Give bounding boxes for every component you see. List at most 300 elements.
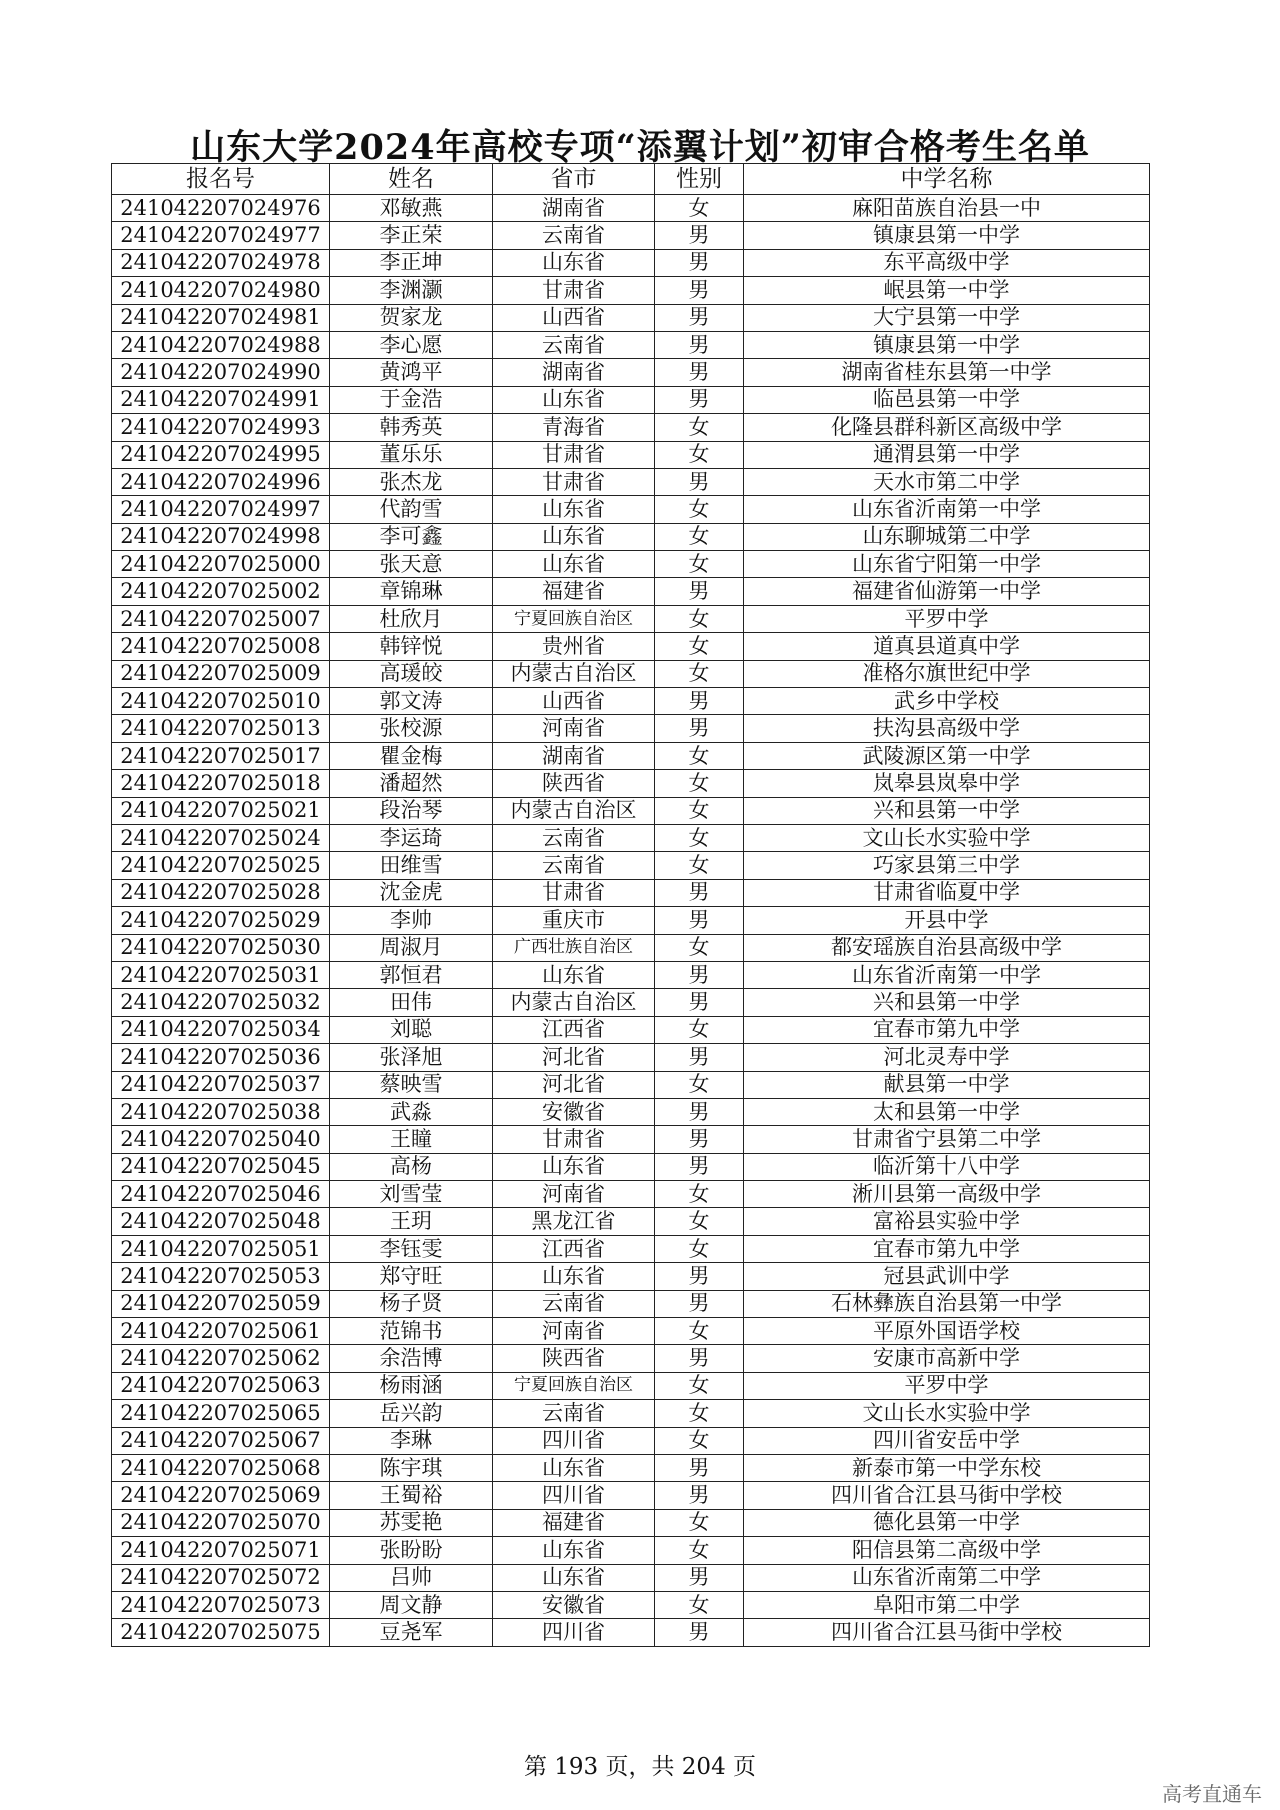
table-row xyxy=(112,633,1150,660)
cell-province: 安徽省 xyxy=(493,1098,655,1125)
cell-gender: 女 xyxy=(655,1427,744,1454)
cell-gender: 男 xyxy=(655,468,744,495)
table-row xyxy=(112,1126,1150,1153)
cell-gender: 男 xyxy=(655,1098,744,1125)
table-row xyxy=(112,1290,1150,1317)
cell-id: 241042207024993 xyxy=(112,414,330,441)
cell-gender: 女 xyxy=(655,797,744,824)
table-row xyxy=(112,1181,1150,1208)
cell-province: 河南省 xyxy=(493,715,655,742)
table-row xyxy=(112,1564,1150,1591)
cell-name: 高杨 xyxy=(330,1153,493,1180)
cell-gender: 男 xyxy=(655,578,744,605)
cell-school: 湖南省桂东县第一中学 xyxy=(744,359,1150,386)
column-header-name: 姓名 xyxy=(330,164,493,195)
cell-id: 241042207025070 xyxy=(112,1509,330,1536)
watermark: 高考直通车 xyxy=(1162,1782,1262,1806)
table-row xyxy=(112,523,1150,550)
table-row xyxy=(112,441,1150,468)
cell-id: 241042207024980 xyxy=(112,277,330,304)
cell-school: 安康市高新中学 xyxy=(744,1345,1150,1372)
table-row xyxy=(112,1400,1150,1427)
cell-id: 241042207025075 xyxy=(112,1619,330,1646)
cell-name: 李运琦 xyxy=(330,824,493,851)
table-row xyxy=(112,688,1150,715)
cell-id: 241042207025040 xyxy=(112,1126,330,1153)
candidate-table xyxy=(111,163,1150,1647)
cell-gender: 男 xyxy=(655,1126,744,1153)
cell-gender: 男 xyxy=(655,1345,744,1372)
cell-province: 山东省 xyxy=(493,1153,655,1180)
cell-gender: 男 xyxy=(655,304,744,331)
table-row xyxy=(112,852,1150,879)
cell-province: 内蒙古自治区 xyxy=(493,989,655,1016)
cell-school: 阜阳市第二中学 xyxy=(744,1591,1150,1618)
cell-name: 张盼盼 xyxy=(330,1537,493,1564)
cell-id: 241042207025036 xyxy=(112,1044,330,1071)
cell-province: 山东省 xyxy=(493,1454,655,1481)
column-header-school: 中学名称 xyxy=(744,164,1150,195)
table-row xyxy=(112,496,1150,523)
table-row xyxy=(112,277,1150,304)
cell-school: 新泰市第一中学东校 xyxy=(744,1454,1150,1481)
cell-id: 241042207025048 xyxy=(112,1208,330,1235)
cell-gender: 男 xyxy=(655,1482,744,1509)
cell-gender: 女 xyxy=(655,1318,744,1345)
cell-id: 241042207025031 xyxy=(112,961,330,988)
cell-gender: 男 xyxy=(655,1263,744,1290)
cell-name: 杜欣月 xyxy=(330,605,493,632)
cell-id: 241042207025072 xyxy=(112,1564,330,1591)
table-row xyxy=(112,1591,1150,1618)
cell-school: 阳信县第二高级中学 xyxy=(744,1537,1150,1564)
cell-name: 李可鑫 xyxy=(330,523,493,550)
table-row xyxy=(112,1345,1150,1372)
table-body xyxy=(112,195,1150,1647)
cell-name: 王蜀裕 xyxy=(330,1482,493,1509)
cell-name: 贺家龙 xyxy=(330,304,493,331)
table-row xyxy=(112,195,1150,222)
cell-gender: 女 xyxy=(655,824,744,851)
cell-school: 武陵源区第一中学 xyxy=(744,742,1150,769)
table-row xyxy=(112,222,1150,249)
cell-gender: 女 xyxy=(655,934,744,961)
cell-id: 241042207025069 xyxy=(112,1482,330,1509)
cell-gender: 男 xyxy=(655,879,744,906)
cell-name: 李正荣 xyxy=(330,222,493,249)
cell-province: 甘肃省 xyxy=(493,468,655,495)
cell-id: 241042207025030 xyxy=(112,934,330,961)
cell-province: 云南省 xyxy=(493,852,655,879)
cell-id: 241042207025068 xyxy=(112,1454,330,1481)
cell-name: 周淑月 xyxy=(330,934,493,961)
cell-id: 241042207025038 xyxy=(112,1098,330,1125)
cell-gender: 男 xyxy=(655,1564,744,1591)
table-row xyxy=(112,1509,1150,1536)
cell-id: 241042207025061 xyxy=(112,1318,330,1345)
cell-school: 德化县第一中学 xyxy=(744,1509,1150,1536)
cell-province: 福建省 xyxy=(493,578,655,605)
cell-province: 甘肃省 xyxy=(493,879,655,906)
cell-gender: 女 xyxy=(655,1400,744,1427)
cell-name: 张泽旭 xyxy=(330,1044,493,1071)
cell-id: 241042207025002 xyxy=(112,578,330,605)
cell-school: 天水市第二中学 xyxy=(744,468,1150,495)
page-number: 第 193 页，共 204 页 xyxy=(523,1754,757,1780)
cell-gender: 男 xyxy=(655,989,744,1016)
cell-school: 镇康县第一中学 xyxy=(744,222,1150,249)
cell-school: 四川省合江县马街中学校 xyxy=(744,1619,1150,1646)
cell-id: 241042207025008 xyxy=(112,633,330,660)
cell-province: 山东省 xyxy=(493,1564,655,1591)
cell-school: 山东省沂南第二中学 xyxy=(744,1564,1150,1591)
cell-province: 甘肃省 xyxy=(493,277,655,304)
cell-school: 平原外国语学校 xyxy=(744,1318,1150,1345)
table-row xyxy=(112,907,1150,934)
table-row xyxy=(112,797,1150,824)
table-row xyxy=(112,1537,1150,1564)
cell-school: 临沂第十八中学 xyxy=(744,1153,1150,1180)
cell-id: 241042207025010 xyxy=(112,688,330,715)
cell-id: 241042207024981 xyxy=(112,304,330,331)
cell-id: 241042207025018 xyxy=(112,770,330,797)
table-row xyxy=(112,660,1150,687)
cell-province: 云南省 xyxy=(493,222,655,249)
table-header-row xyxy=(112,164,1150,195)
cell-school: 文山长水实验中学 xyxy=(744,824,1150,851)
cell-province: 山西省 xyxy=(493,304,655,331)
cell-school: 平罗中学 xyxy=(744,1372,1150,1399)
cell-id: 241042207025009 xyxy=(112,660,330,687)
table-row xyxy=(112,359,1150,386)
cell-gender: 男 xyxy=(655,386,744,413)
cell-name: 瞿金梅 xyxy=(330,742,493,769)
cell-name: 王玥 xyxy=(330,1208,493,1235)
cell-school: 甘肃省宁县第二中学 xyxy=(744,1126,1150,1153)
cell-gender: 女 xyxy=(655,633,744,660)
cell-id: 241042207025059 xyxy=(112,1290,330,1317)
cell-school: 镇康县第一中学 xyxy=(744,331,1150,358)
cell-id: 241042207024988 xyxy=(112,331,330,358)
cell-gender: 女 xyxy=(655,742,744,769)
cell-school: 献县第一中学 xyxy=(744,1071,1150,1098)
cell-name: 张天意 xyxy=(330,551,493,578)
cell-name: 杨子贤 xyxy=(330,1290,493,1317)
cell-school: 麻阳苗族自治县一中 xyxy=(744,195,1150,222)
cell-school: 文山长水实验中学 xyxy=(744,1400,1150,1427)
cell-gender: 女 xyxy=(655,523,744,550)
table-row xyxy=(112,1044,1150,1071)
cell-id: 241042207025073 xyxy=(112,1591,330,1618)
cell-gender: 男 xyxy=(655,907,744,934)
cell-gender: 女 xyxy=(655,496,744,523)
cell-id: 241042207025025 xyxy=(112,852,330,879)
cell-id: 241042207024978 xyxy=(112,249,330,276)
cell-school: 四川省合江县马街中学校 xyxy=(744,1482,1150,1509)
cell-gender: 女 xyxy=(655,414,744,441)
cell-province: 山东省 xyxy=(493,961,655,988)
cell-school: 岷县第一中学 xyxy=(744,277,1150,304)
cell-name: 黄鸿平 xyxy=(330,359,493,386)
cell-province: 河北省 xyxy=(493,1071,655,1098)
cell-gender: 男 xyxy=(655,359,744,386)
cell-school: 淅川县第一高级中学 xyxy=(744,1181,1150,1208)
cell-school: 准格尔旗世纪中学 xyxy=(744,660,1150,687)
cell-id: 241042207024998 xyxy=(112,523,330,550)
cell-name: 李钰雯 xyxy=(330,1235,493,1262)
cell-province: 山东省 xyxy=(493,1537,655,1564)
cell-name: 蔡映雪 xyxy=(330,1071,493,1098)
cell-school: 山东省宁阳第一中学 xyxy=(744,551,1150,578)
cell-name: 郑守旺 xyxy=(330,1263,493,1290)
cell-name: 韩秀英 xyxy=(330,414,493,441)
cell-gender: 男 xyxy=(655,1454,744,1481)
cell-province: 江西省 xyxy=(493,1016,655,1043)
table-row xyxy=(112,605,1150,632)
cell-id: 241042207025024 xyxy=(112,824,330,851)
cell-school: 太和县第一中学 xyxy=(744,1098,1150,1125)
cell-name: 刘雪莹 xyxy=(330,1181,493,1208)
cell-school: 通渭县第一中学 xyxy=(744,441,1150,468)
cell-school: 富裕县实验中学 xyxy=(744,1208,1150,1235)
cell-province: 山东省 xyxy=(493,496,655,523)
cell-province: 云南省 xyxy=(493,1290,655,1317)
cell-province: 云南省 xyxy=(493,1400,655,1427)
cell-school: 河北灵寿中学 xyxy=(744,1044,1150,1071)
cell-school: 甘肃省临夏中学 xyxy=(744,879,1150,906)
cell-name: 张杰龙 xyxy=(330,468,493,495)
cell-gender: 女 xyxy=(655,1372,744,1399)
cell-id: 241042207025065 xyxy=(112,1400,330,1427)
cell-name: 刘聪 xyxy=(330,1016,493,1043)
table-row xyxy=(112,1153,1150,1180)
cell-name: 代韵雪 xyxy=(330,496,493,523)
cell-province: 四川省 xyxy=(493,1482,655,1509)
cell-id: 241042207025021 xyxy=(112,797,330,824)
cell-school: 临邑县第一中学 xyxy=(744,386,1150,413)
cell-school: 四川省安岳中学 xyxy=(744,1427,1150,1454)
cell-school: 化隆县群科新区高级中学 xyxy=(744,414,1150,441)
cell-id: 241042207025034 xyxy=(112,1016,330,1043)
cell-name: 王瞳 xyxy=(330,1126,493,1153)
cell-school: 东平高级中学 xyxy=(744,249,1150,276)
table-row xyxy=(112,1071,1150,1098)
cell-gender: 女 xyxy=(655,441,744,468)
cell-gender: 男 xyxy=(655,277,744,304)
table-row xyxy=(112,578,1150,605)
table-row xyxy=(112,1372,1150,1399)
table-row xyxy=(112,989,1150,1016)
cell-gender: 女 xyxy=(655,1235,744,1262)
cell-name: 邓敏燕 xyxy=(330,195,493,222)
cell-id: 241042207025051 xyxy=(112,1235,330,1262)
cell-province: 山东省 xyxy=(493,523,655,550)
cell-school: 宜春市第九中学 xyxy=(744,1235,1150,1262)
cell-province: 河南省 xyxy=(493,1181,655,1208)
cell-name: 张校源 xyxy=(330,715,493,742)
table-row xyxy=(112,934,1150,961)
cell-province: 四川省 xyxy=(493,1619,655,1646)
cell-name: 章锦琳 xyxy=(330,578,493,605)
cell-id: 241042207025063 xyxy=(112,1372,330,1399)
cell-gender: 女 xyxy=(655,1537,744,1564)
cell-school: 福建省仙游第一中学 xyxy=(744,578,1150,605)
cell-name: 李渊灏 xyxy=(330,277,493,304)
cell-name: 余浩博 xyxy=(330,1345,493,1372)
cell-province: 河南省 xyxy=(493,1318,655,1345)
cell-id: 241042207024997 xyxy=(112,496,330,523)
cell-gender: 男 xyxy=(655,331,744,358)
cell-school: 冠县武训中学 xyxy=(744,1263,1150,1290)
cell-id: 241042207025062 xyxy=(112,1345,330,1372)
cell-id: 241042207025037 xyxy=(112,1071,330,1098)
table-row xyxy=(112,961,1150,988)
cell-school: 山东省沂南第一中学 xyxy=(744,961,1150,988)
cell-id: 241042207024976 xyxy=(112,195,330,222)
page-title: 山东大学2024年高校专项“添翼计划”初审合格考生名单 xyxy=(190,127,1090,168)
table-row xyxy=(112,1454,1150,1481)
cell-gender: 男 xyxy=(655,1619,744,1646)
cell-province: 江西省 xyxy=(493,1235,655,1262)
cell-name: 田伟 xyxy=(330,989,493,1016)
cell-province: 青海省 xyxy=(493,414,655,441)
cell-name: 吕帅 xyxy=(330,1564,493,1591)
cell-name: 韩锌悦 xyxy=(330,633,493,660)
cell-province: 甘肃省 xyxy=(493,1126,655,1153)
table-row xyxy=(112,468,1150,495)
cell-gender: 女 xyxy=(655,1016,744,1043)
cell-name: 陈宇琪 xyxy=(330,1454,493,1481)
cell-gender: 女 xyxy=(655,1181,744,1208)
cell-id: 241042207024990 xyxy=(112,359,330,386)
cell-id: 241042207024996 xyxy=(112,468,330,495)
cell-name: 潘超然 xyxy=(330,770,493,797)
cell-school: 兴和县第一中学 xyxy=(744,989,1150,1016)
cell-name: 田维雪 xyxy=(330,852,493,879)
table-row xyxy=(112,1427,1150,1454)
cell-gender: 女 xyxy=(655,852,744,879)
cell-gender: 男 xyxy=(655,1044,744,1071)
cell-name: 郭恒君 xyxy=(330,961,493,988)
cell-province: 河北省 xyxy=(493,1044,655,1071)
cell-gender: 女 xyxy=(655,551,744,578)
table-row xyxy=(112,414,1150,441)
cell-province: 宁夏回族自治区 xyxy=(493,1372,655,1399)
cell-province: 宁夏回族自治区 xyxy=(493,605,655,632)
cell-name: 高瑗皎 xyxy=(330,660,493,687)
cell-province: 重庆市 xyxy=(493,907,655,934)
cell-name: 段治琴 xyxy=(330,797,493,824)
cell-gender: 女 xyxy=(655,195,744,222)
cell-province: 甘肃省 xyxy=(493,441,655,468)
cell-school: 山东聊城第二中学 xyxy=(744,523,1150,550)
column-header-gender: 性别 xyxy=(655,164,744,195)
table-row xyxy=(112,879,1150,906)
cell-name: 杨雨涵 xyxy=(330,1372,493,1399)
cell-gender: 男 xyxy=(655,222,744,249)
cell-gender: 女 xyxy=(655,660,744,687)
cell-id: 241042207025053 xyxy=(112,1263,330,1290)
cell-province: 四川省 xyxy=(493,1427,655,1454)
cell-name: 郭文涛 xyxy=(330,688,493,715)
cell-id: 241042207024995 xyxy=(112,441,330,468)
cell-school: 山东省沂南第一中学 xyxy=(744,496,1150,523)
table-row xyxy=(112,1263,1150,1290)
table-row xyxy=(112,1016,1150,1043)
cell-province: 湖南省 xyxy=(493,742,655,769)
cell-province: 山东省 xyxy=(493,249,655,276)
cell-id: 241042207025045 xyxy=(112,1153,330,1180)
cell-school: 巧家县第三中学 xyxy=(744,852,1150,879)
table-row xyxy=(112,715,1150,742)
table-row xyxy=(112,742,1150,769)
cell-school: 平罗中学 xyxy=(744,605,1150,632)
cell-id: 241042207025032 xyxy=(112,989,330,1016)
cell-province: 安徽省 xyxy=(493,1591,655,1618)
cell-name: 李帅 xyxy=(330,907,493,934)
cell-gender: 男 xyxy=(655,961,744,988)
cell-gender: 女 xyxy=(655,1208,744,1235)
cell-id: 241042207025029 xyxy=(112,907,330,934)
cell-school: 开县中学 xyxy=(744,907,1150,934)
cell-id: 241042207024991 xyxy=(112,386,330,413)
table-row xyxy=(112,770,1150,797)
cell-school: 宜春市第九中学 xyxy=(744,1016,1150,1043)
cell-name: 豆尧军 xyxy=(330,1619,493,1646)
cell-name: 李心愿 xyxy=(330,331,493,358)
cell-province: 陕西省 xyxy=(493,1345,655,1372)
cell-id: 241042207025028 xyxy=(112,879,330,906)
cell-gender: 男 xyxy=(655,715,744,742)
cell-name: 董乐乐 xyxy=(330,441,493,468)
cell-province: 云南省 xyxy=(493,824,655,851)
cell-province: 湖南省 xyxy=(493,359,655,386)
cell-province: 内蒙古自治区 xyxy=(493,660,655,687)
cell-id: 241042207025067 xyxy=(112,1427,330,1454)
cell-id: 241042207025046 xyxy=(112,1181,330,1208)
cell-gender: 女 xyxy=(655,1591,744,1618)
cell-id: 241042207025013 xyxy=(112,715,330,742)
cell-province: 山东省 xyxy=(493,386,655,413)
cell-gender: 女 xyxy=(655,1071,744,1098)
cell-province: 广西壮族自治区 xyxy=(493,934,655,961)
cell-name: 于金浩 xyxy=(330,386,493,413)
cell-province: 云南省 xyxy=(493,331,655,358)
cell-school: 道真县道真中学 xyxy=(744,633,1150,660)
table-row xyxy=(112,386,1150,413)
cell-name: 沈金虎 xyxy=(330,879,493,906)
cell-province: 内蒙古自治区 xyxy=(493,797,655,824)
table-row xyxy=(112,249,1150,276)
column-header-id: 报名号 xyxy=(112,164,330,195)
cell-gender: 女 xyxy=(655,1509,744,1536)
cell-province: 山西省 xyxy=(493,688,655,715)
cell-gender: 男 xyxy=(655,1153,744,1180)
cell-name: 苏雯艳 xyxy=(330,1509,493,1536)
cell-province: 贵州省 xyxy=(493,633,655,660)
cell-school: 大宁县第一中学 xyxy=(744,304,1150,331)
cell-gender: 男 xyxy=(655,1290,744,1317)
cell-province: 山东省 xyxy=(493,1263,655,1290)
table-row xyxy=(112,551,1150,578)
cell-gender: 女 xyxy=(655,770,744,797)
cell-school: 扶沟县高级中学 xyxy=(744,715,1150,742)
cell-gender: 男 xyxy=(655,249,744,276)
cell-name: 武淼 xyxy=(330,1098,493,1125)
cell-province: 陕西省 xyxy=(493,770,655,797)
cell-name: 周文静 xyxy=(330,1591,493,1618)
cell-name: 范锦书 xyxy=(330,1318,493,1345)
